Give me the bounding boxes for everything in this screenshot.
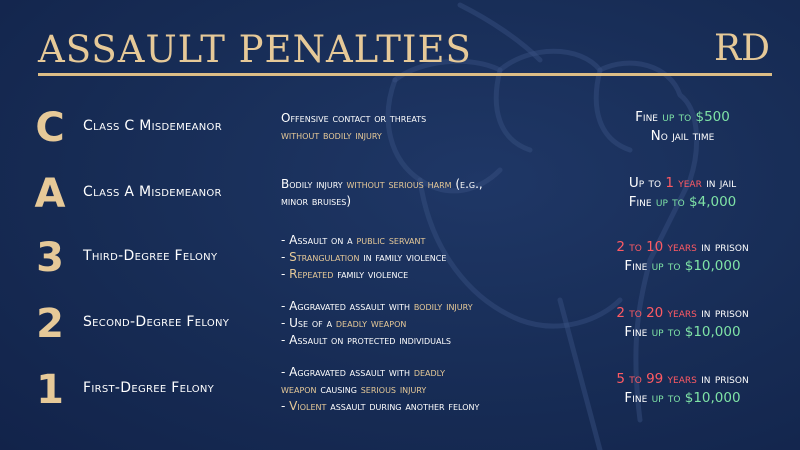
table-row: [0, 362, 800, 422]
offense-class-name: First-Degree Felony: [83, 380, 215, 396]
offense-class-name: Second-Degree Felony: [83, 314, 230, 330]
offense-description-line: [281, 332, 581, 349]
text-segment: -: [281, 399, 290, 413]
penalty-details-line: [575, 389, 790, 408]
text-segment: - Aggravated assault with: [281, 299, 414, 313]
text-segment: -: [281, 267, 290, 281]
penalty-details-line: [575, 193, 790, 212]
text-segment: minor bruises): [281, 194, 352, 208]
offense-description-line: [281, 398, 581, 415]
offense-description-line: [281, 381, 581, 398]
text-segment: up to $10,000: [651, 324, 741, 340]
penalty-details: [575, 238, 790, 276]
text-segment: 1 year: [665, 175, 702, 191]
text-segment: in prison: [696, 239, 749, 255]
text-segment: in family violence: [359, 250, 447, 264]
text-segment: -: [281, 250, 290, 264]
offense-description-line: [281, 127, 581, 144]
text-segment: Fine: [624, 258, 652, 274]
penalty-details-line: [575, 108, 790, 127]
text-segment: - Use of a: [281, 316, 336, 330]
penalty-details: [575, 108, 790, 146]
text-segment: causing: [316, 382, 361, 396]
text-segment: Up to: [628, 175, 666, 191]
offense-description-line: [281, 266, 581, 283]
offense-description-line: [281, 315, 581, 332]
penalty-details: [575, 370, 790, 408]
text-segment: Repeated: [289, 267, 334, 281]
text-segment: Fine: [628, 194, 656, 210]
title-underline: [38, 73, 772, 76]
text-segment: 2 to 20 years: [616, 305, 697, 321]
offense-description-line: [281, 176, 581, 193]
text-segment: in prison: [696, 371, 749, 387]
text-segment: without serious harm: [346, 177, 452, 191]
offense-description-line: [281, 232, 581, 249]
penalty-details-line: [575, 257, 790, 276]
penalty-details-line: [575, 127, 790, 146]
offense-description: [281, 232, 581, 283]
text-segment: in prison: [696, 305, 749, 321]
text-segment: 2 to 10 years: [616, 239, 697, 255]
offense-description: [281, 298, 581, 349]
offense-description-line: [281, 298, 581, 315]
text-segment: Strangulation: [289, 250, 360, 264]
text-segment: - Assault on protected individuals: [281, 333, 451, 347]
text-segment: up to $500: [662, 109, 730, 125]
text-segment: Offensive contact or threats: [281, 111, 427, 125]
penalty-details: [575, 174, 790, 212]
penalty-details-line: [575, 370, 790, 389]
offense-description-line: [281, 364, 581, 381]
table-row: [0, 230, 800, 290]
text-segment: 5 to 99 years: [616, 371, 697, 387]
offense-rank: 3: [36, 235, 64, 281]
text-segment: without bodily injury: [281, 128, 382, 142]
text-segment: Fine: [635, 109, 663, 125]
text-segment: bodily injury: [413, 299, 473, 313]
text-segment: No jail time: [650, 128, 715, 144]
offense-class-name: Class C Misdemeanor: [83, 118, 222, 134]
offense-description: [281, 364, 581, 415]
penalty-details-line: [575, 323, 790, 342]
offense-class-name: Class A Misdemeanor: [83, 184, 222, 200]
offense-description: [281, 176, 581, 210]
penalty-details-line: [575, 304, 790, 323]
text-segment: up to $10,000: [651, 390, 741, 406]
text-segment: assault during another felony: [326, 399, 480, 413]
offense-description-line: [281, 249, 581, 266]
text-segment: deadly weapon: [335, 316, 407, 330]
text-segment: public servant: [356, 233, 426, 247]
text-segment: (e.g.,: [451, 177, 483, 191]
page-title: ASSAULT PENALTIES: [38, 28, 472, 71]
table-row: [0, 296, 800, 356]
table-row: [0, 166, 800, 226]
penalty-details: [575, 304, 790, 342]
penalty-details-line: [575, 174, 790, 193]
text-segment: weapon: [281, 382, 317, 396]
text-segment: - Aggravated assault with: [281, 365, 414, 379]
logo-text: RD: [714, 28, 770, 69]
offense-rank: 2: [36, 301, 64, 347]
text-segment: deadly: [413, 365, 445, 379]
text-segment: Bodily injury: [281, 177, 347, 191]
text-segment: family violence: [333, 267, 409, 281]
offense-description-line: [281, 193, 581, 210]
text-segment: Fine: [624, 324, 652, 340]
table-row: [0, 100, 800, 160]
offense-class-name: Third-Degree Felony: [83, 248, 218, 264]
offense-rank: C: [35, 105, 65, 151]
offense-description-line: [281, 110, 581, 127]
offense-description: [281, 110, 581, 144]
text-segment: Violent: [289, 399, 327, 413]
logo: [710, 20, 770, 72]
text-segment: - Assault on a: [281, 233, 357, 247]
offense-rank: 1: [36, 367, 64, 413]
text-segment: in jail: [701, 175, 737, 191]
text-segment: serious injury: [360, 382, 427, 396]
offense-rank: A: [34, 171, 66, 217]
text-segment: Fine: [624, 390, 652, 406]
penalty-details-line: [575, 238, 790, 257]
text-segment: up to $10,000: [651, 258, 741, 274]
text-segment: up to $4,000: [655, 194, 737, 210]
